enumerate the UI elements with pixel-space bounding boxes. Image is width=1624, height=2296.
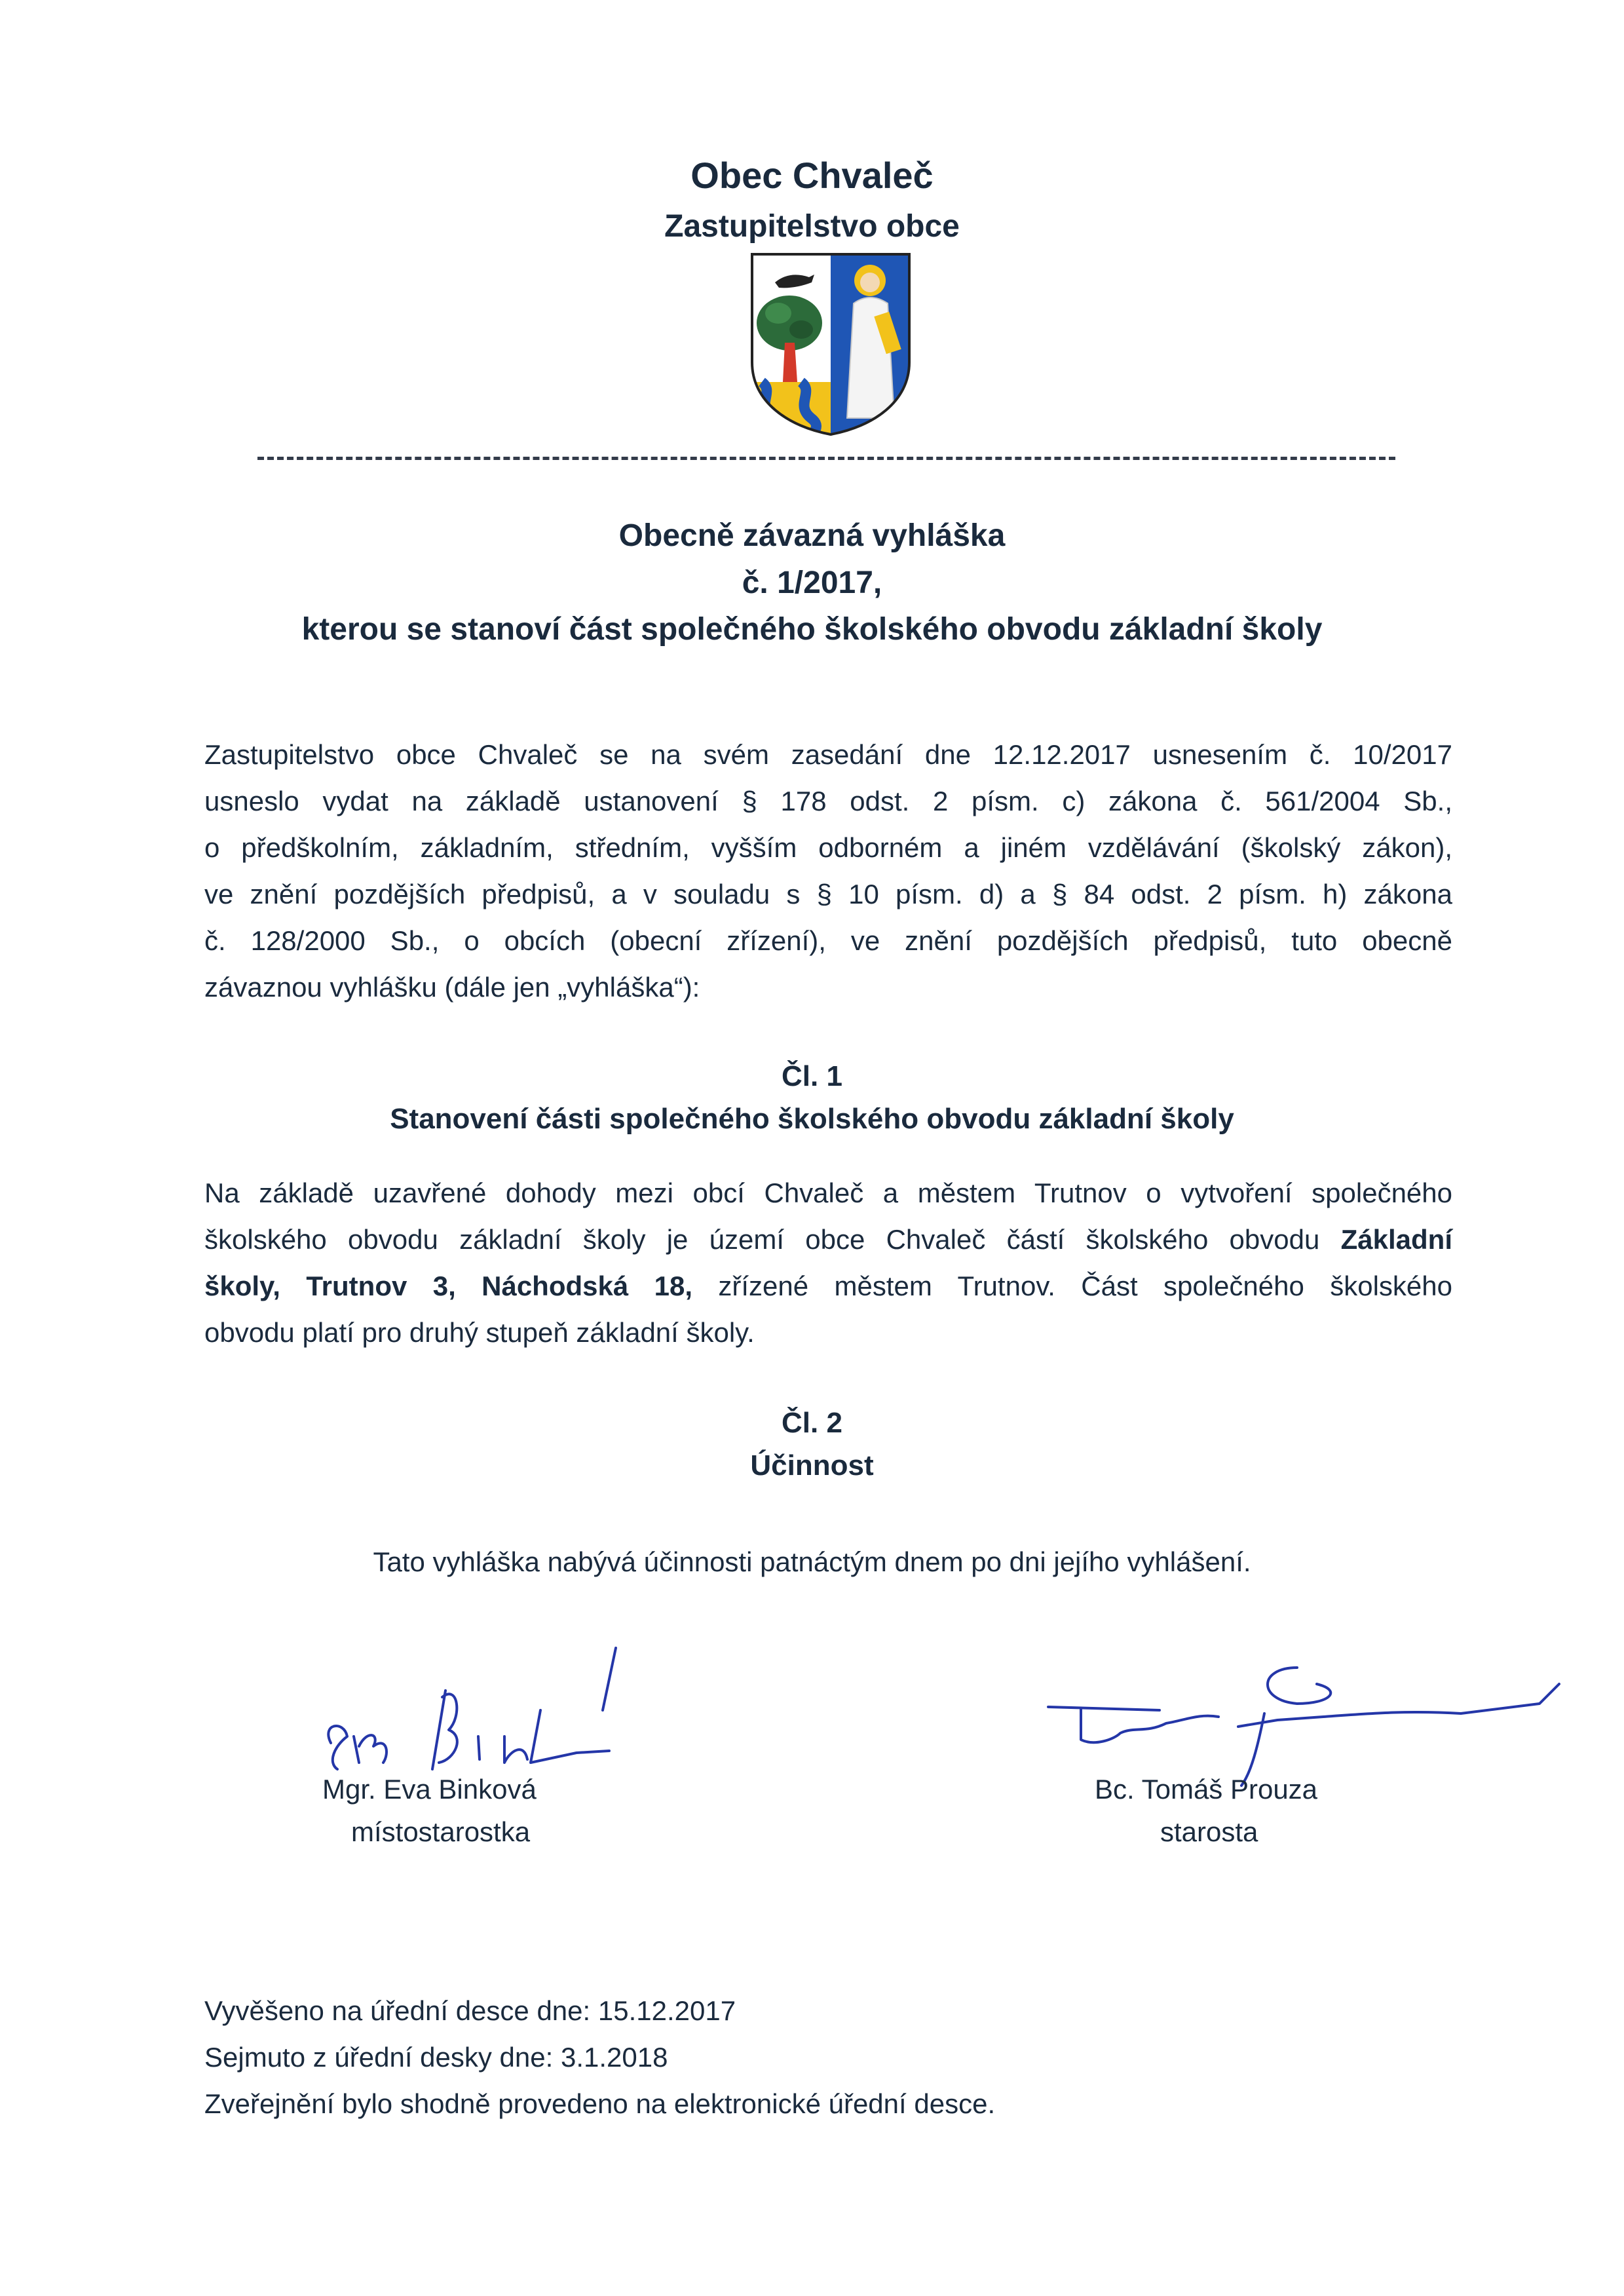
intro-line: závaznou vyhlášku (dále jen „vyhláška“):: [204, 972, 700, 1003]
article2-number: Čl. 2: [782, 1407, 842, 1439]
coat-of-arms-icon: [749, 251, 913, 438]
article1-line: obvodu platí pro druhý stupeň základní školy.: [204, 1317, 755, 1348]
article1-line2-plain: školského obvodu základní školy je území obce Chvaleč částí školského obvodu: [204, 1224, 1320, 1255]
council-name: Zastupitelstvo obce: [664, 209, 960, 244]
article2-text: Tato vyhláška nabývá účinnosti patnáctým dnem po dni jejího vyhlášení.: [373, 1546, 1251, 1577]
intro-line: č. 128/2000 Sb., o obcích (obecní zřízení), ve znění pozdějších předpisů, tuto obecně: [204, 925, 1452, 956]
removed-date: Sejmuto z úřední desky dne: 3.1.2018: [204, 2042, 668, 2073]
article1-line3-plain: zřízené městem Trutnov. Část společného školského: [718, 1271, 1452, 1301]
article1-number: Čl. 1: [782, 1060, 842, 1092]
posted-date: Vyvěšeno na úřední desce dne: 15.12.2017: [204, 1995, 736, 2026]
intro-line: usneslo vydat na základě ustanovení § 178 odst. 2 písm. c) zákona č. 561/2004 Sb.,: [204, 786, 1452, 816]
decree-number: č. 1/2017,: [742, 565, 882, 600]
article1-line: [204, 1224, 1452, 1255]
article1-line3-bold: školy, Trutnov 3, Náchodská 18,: [204, 1271, 692, 1301]
decree-title: Obecně závazná vyhláška: [618, 518, 1006, 553]
article1-line: [204, 1271, 1452, 1302]
signer-left-role: místostarostka: [351, 1816, 531, 1847]
signer-right-role: starosta: [1160, 1816, 1258, 1847]
signer-right-name: Bc. Tomáš Prouza: [1095, 1774, 1318, 1805]
signature-left-icon: [308, 1638, 649, 1782]
article1-line2-bold: Základní: [1340, 1224, 1453, 1255]
header-separator: [257, 457, 1395, 460]
intro-line: o předškolním, základním, středním, vyšším odborném a jiném vzdělávání (školský zákon),: [204, 832, 1452, 863]
signature-right-icon: [1042, 1648, 1566, 1792]
electronic-publication-note: Zveřejnění bylo shodně provedeno na elektronické úřední desce.: [204, 2088, 996, 2119]
signer-left-name: Mgr. Eva Binková: [322, 1774, 537, 1805]
intro-line: ve znění pozdějších předpisů, a v souladu s § 10 písm. d) a § 84 odst. 2 písm. h) zákona: [204, 879, 1452, 909]
intro-line: Zastupitelstvo obce Chvaleč se na svém zasedání dne 12.12.2017 usnesením č. 10/2017: [204, 739, 1452, 770]
article1-line: Na základě uzavřené dohody mezi obcí Chvaleč a městem Trutnov o vytvoření společného: [204, 1177, 1452, 1208]
article1-heading: Stanovení části společného školského obvodu základní školy: [390, 1103, 1234, 1135]
article2-heading: Účinnost: [750, 1449, 874, 1482]
decree-subject: kterou se stanoví část společného školského obvodu základní školy: [301, 612, 1323, 647]
municipality-name: Obec Chvaleč: [690, 155, 934, 196]
